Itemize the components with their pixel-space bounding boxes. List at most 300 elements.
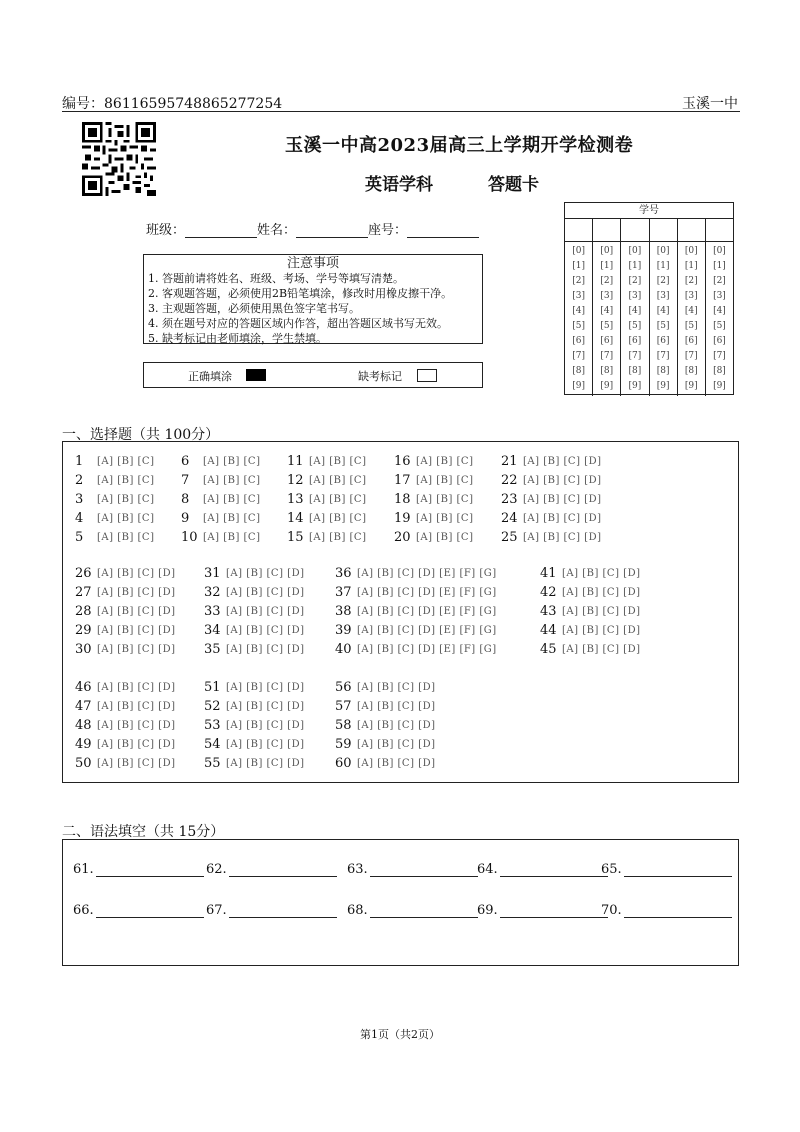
question-8	[181, 490, 261, 508]
fill-blank-item	[601, 862, 732, 877]
id-digit-bubble[interactable]: [9]	[713, 381, 726, 391]
answer-options[interactable]: [A] [B] [C] [D]	[523, 512, 602, 524]
id-digit-bubble[interactable]: [6]	[628, 336, 642, 346]
answer-options[interactable]: [A] [B] [C] [D]	[523, 531, 602, 543]
id-digit-bubble[interactable]: [1]	[572, 261, 585, 271]
section2-title: 二、语法填空（共 15分）	[62, 824, 225, 840]
student-id-bubble-columns	[565, 242, 733, 396]
question-number: 2	[75, 472, 84, 488]
fill-blank-number: 64.	[477, 862, 498, 877]
id-digit-bubble[interactable]: [4]	[656, 306, 670, 316]
id-digit-bubble[interactable]: [5]	[684, 321, 698, 331]
question-41	[540, 564, 641, 582]
question-number: 3	[75, 491, 84, 507]
id-digit-bubble[interactable]: [8]	[628, 366, 642, 376]
answer-options[interactable]: [A] [B] [C]	[97, 455, 155, 467]
grammar-fill-area	[62, 839, 739, 966]
question-number: 9	[181, 510, 190, 526]
question-18	[394, 490, 474, 508]
notice-item: 5. 缺考标记由老师填涂，学生禁填。	[148, 332, 327, 345]
question-number: 8	[181, 491, 190, 507]
question-number: 50	[75, 755, 92, 771]
answer-options[interactable]: [A] [B] [C] [D]	[523, 455, 602, 467]
id-digit-bubble[interactable]: [3]	[684, 291, 698, 301]
question-19	[394, 509, 474, 527]
answer-options[interactable]: [A] [B] [C] [D]	[97, 624, 176, 636]
id-digit-bubble[interactable]: [9]	[684, 381, 698, 391]
question-number: 28	[75, 603, 92, 619]
question-number: 20	[394, 529, 411, 545]
notice-item: 3. 主观题答题，必须使用黑色签字笔书写。	[148, 302, 360, 315]
question-number: 24	[501, 510, 518, 526]
id-digit-bubble[interactable]: [2]	[600, 276, 614, 286]
id-digit-bubble[interactable]: [8]	[684, 366, 698, 376]
answer-options[interactable]: [A] [B] [C] [D]	[226, 757, 305, 769]
question-3	[75, 490, 155, 508]
id-digit-bubble[interactable]: [8]	[600, 366, 614, 376]
id-digit-cell[interactable]	[593, 219, 621, 241]
question-number: 40	[335, 641, 352, 657]
answer-options[interactable]: [A] [B] [C] [D]	[226, 719, 305, 731]
fill-blank-item	[601, 903, 732, 918]
id-digit-cell[interactable]	[650, 219, 678, 241]
class-field[interactable]	[185, 223, 257, 238]
id-digit-bubble[interactable]: [9]	[600, 381, 614, 391]
answer-options[interactable]: [A] [B] [C]	[203, 493, 261, 505]
question-44	[540, 621, 641, 639]
question-number: 4	[75, 510, 84, 526]
answer-options[interactable]: [A] [B] [C]	[203, 531, 261, 543]
question-number: 41	[540, 565, 557, 581]
question-number: 10	[181, 529, 198, 545]
fill-blank-item	[347, 903, 478, 918]
answer-options[interactable]: [A] [B] [C] [D] [E] [F] [G]	[357, 605, 497, 617]
fill-blank-item	[206, 903, 337, 918]
answer-options[interactable]: [A] [B] [C] [D]	[226, 586, 305, 598]
page-footer: 第1页（共2页）	[360, 1028, 440, 1041]
id-digit-bubble[interactable]: [5]	[600, 321, 614, 331]
id-digit-bubble[interactable]: [0]	[572, 246, 585, 256]
question-53	[204, 716, 305, 734]
question-9	[181, 509, 261, 527]
question-28	[75, 602, 176, 620]
id-digit-bubble[interactable]: [1]	[600, 261, 614, 271]
notice-item: 2. 客观题答题，必须使用2B铅笔填涂，修改时用橡皮擦干净。	[148, 287, 453, 300]
answer-options[interactable]: [A] [B] [C]	[203, 455, 261, 467]
question-56	[335, 678, 436, 696]
student-id-title: 学号	[565, 203, 733, 219]
question-23	[501, 490, 602, 508]
question-number: 14	[287, 510, 304, 526]
question-46	[75, 678, 176, 696]
fill-blank-item	[73, 903, 204, 918]
id-digit-bubble[interactable]: [6]	[713, 336, 726, 346]
answer-options[interactable]: [A] [B] [C]	[97, 474, 155, 486]
fill-blank-line[interactable]	[229, 862, 337, 877]
fill-blank-number: 66.	[73, 903, 94, 918]
question-26	[75, 564, 176, 582]
question-51	[204, 678, 305, 696]
header-divider	[62, 111, 740, 112]
answer-options[interactable]: [A] [B] [C] [D]	[226, 700, 305, 712]
id-digit-bubble[interactable]: [7]	[572, 351, 585, 361]
id-digit-bubble[interactable]: [6]	[600, 336, 614, 346]
serial-number: 编号：8611659574886527725​4	[62, 96, 283, 112]
question-17	[394, 471, 474, 489]
student-info-row	[146, 219, 479, 238]
id-digit-bubble[interactable]: [0]	[684, 246, 698, 256]
id-bubble-column	[565, 242, 593, 396]
absent-mark-label: 缺考标记	[358, 370, 402, 383]
question-10	[181, 528, 261, 546]
question-12	[287, 471, 367, 489]
subject-label: 英语学科	[365, 175, 433, 195]
id-digit-bubble[interactable]: [2]	[713, 276, 726, 286]
question-number: 15	[287, 529, 304, 545]
id-digit-bubble[interactable]: [3]	[656, 291, 670, 301]
name-field[interactable]	[296, 223, 368, 238]
question-27	[75, 583, 176, 601]
question-number: 55	[204, 755, 221, 771]
question-29	[75, 621, 176, 639]
id-bubble-column	[650, 242, 678, 396]
question-5	[75, 528, 155, 546]
answer-options[interactable]: [A] [B] [C]	[416, 474, 474, 486]
answer-options[interactable]: [A] [B] [C] [D]	[226, 681, 305, 693]
seat-label: 座号：	[368, 223, 408, 238]
question-42	[540, 583, 641, 601]
question-38	[335, 602, 497, 620]
question-number: 30	[75, 641, 92, 657]
question-30	[75, 640, 176, 658]
id-digit-bubble[interactable]: [6]	[684, 336, 698, 346]
question-50	[75, 754, 176, 772]
question-number: 13	[287, 491, 304, 507]
id-bubble-column	[678, 242, 706, 396]
question-35	[204, 640, 305, 658]
question-number: 22	[501, 472, 518, 488]
answer-options[interactable]: [A] [B] [C] [D]	[357, 700, 436, 712]
question-25	[501, 528, 602, 546]
answer-options[interactable]: [A] [B] [C]	[309, 455, 367, 467]
id-digit-bubble[interactable]: [8]	[572, 366, 585, 376]
answer-options[interactable]: [A] [B] [C]	[309, 512, 367, 524]
question-number: 23	[501, 491, 518, 507]
question-number: 6	[181, 453, 190, 469]
id-digit-bubble[interactable]: [9]	[628, 381, 642, 391]
answer-options[interactable]: [A] [B] [C] [D]	[357, 757, 436, 769]
seat-field[interactable]	[407, 223, 479, 238]
fill-blank-line[interactable]	[370, 862, 478, 877]
fill-blank-line[interactable]	[500, 862, 608, 877]
id-digit-bubble[interactable]: [1]	[628, 261, 642, 271]
answer-options[interactable]: [A] [B] [C] [D]	[562, 643, 641, 655]
id-digit-bubble[interactable]: [7]	[628, 351, 642, 361]
answer-options[interactable]: [A] [B] [C] [D]	[97, 719, 176, 731]
id-digit-bubble[interactable]: [5]	[628, 321, 642, 331]
fill-blank-number: 61.	[73, 862, 94, 877]
id-digit-bubble[interactable]: [4]	[713, 306, 726, 316]
answer-options[interactable]: [A] [B] [C] [D] [E] [F] [G]	[357, 567, 497, 579]
question-number: 57	[335, 698, 352, 714]
answer-options[interactable]: [A] [B] [C] [D]	[562, 567, 641, 579]
question-number: 54	[204, 736, 221, 752]
answer-options[interactable]: [A] [B] [C]	[309, 531, 367, 543]
fill-blank-number: 65.	[601, 862, 622, 877]
question-number: 25	[501, 529, 518, 545]
answer-options[interactable]: [A] [B] [C] [D]	[97, 586, 176, 598]
card-label: 答题卡	[488, 175, 539, 195]
answer-options[interactable]: [A] [B] [C]	[97, 512, 155, 524]
id-digit-bubble[interactable]: [1]	[713, 261, 726, 271]
answer-options[interactable]: [A] [B] [C] [D]	[523, 474, 602, 486]
name-label: 姓名：	[257, 223, 297, 238]
id-digit-bubble[interactable]: [1]	[684, 261, 698, 271]
answer-options[interactable]: [A] [B] [C] [D]	[226, 643, 305, 655]
answer-options[interactable]: [A] [B] [C] [D]	[226, 738, 305, 750]
qr-code-icon	[82, 122, 156, 196]
question-22	[501, 471, 602, 489]
fill-legend	[143, 362, 483, 388]
id-digit-bubble[interactable]: [5]	[713, 321, 726, 331]
answer-options[interactable]: [A] [B] [C] [D]	[357, 738, 436, 750]
answer-options[interactable]: [A] [B] [C]	[97, 531, 155, 543]
id-digit-cell[interactable]	[621, 219, 649, 241]
question-40	[335, 640, 497, 658]
id-bubble-column	[621, 242, 649, 396]
answer-options[interactable]: [A] [B] [C] [D]	[97, 738, 176, 750]
answer-options[interactable]: [A] [B] [C] [D]	[97, 700, 176, 712]
answer-options[interactable]: [A] [B] [C]	[416, 531, 474, 543]
answer-options[interactable]: [A] [B] [C] [D]	[97, 757, 176, 769]
question-48	[75, 716, 176, 734]
question-number: 44	[540, 622, 557, 638]
question-24	[501, 509, 602, 527]
id-digit-bubble[interactable]: [1]	[656, 261, 670, 271]
question-number: 21	[501, 453, 518, 469]
id-digit-bubble[interactable]: [7]	[684, 351, 698, 361]
fill-blank-item	[347, 862, 478, 877]
fill-blank-line[interactable]	[96, 903, 204, 918]
id-digit-bubble[interactable]: [5]	[656, 321, 670, 331]
student-id-write-row	[565, 219, 733, 242]
id-digit-bubble[interactable]: [0]	[656, 246, 670, 256]
question-4	[75, 509, 155, 527]
answer-options[interactable]: [A] [B] [C] [D]	[562, 605, 641, 617]
question-number: 12	[287, 472, 304, 488]
question-7	[181, 471, 261, 489]
fill-blank-line[interactable]	[500, 903, 608, 918]
answer-options[interactable]: [A] [B] [C] [D]	[226, 567, 305, 579]
class-label: 班级：	[146, 223, 186, 238]
answer-options[interactable]: [A] [B] [C] [D] [E] [F] [G]	[357, 624, 497, 636]
question-14	[287, 509, 367, 527]
id-digit-bubble[interactable]: [8]	[656, 366, 670, 376]
question-number: 17	[394, 472, 411, 488]
fill-blank-number: 62.	[206, 862, 227, 877]
answer-options[interactable]: [A] [B] [C] [D] [E] [F] [G]	[357, 586, 497, 598]
id-digit-bubble[interactable]: [3]	[572, 291, 585, 301]
question-57	[335, 697, 436, 715]
id-digit-cell[interactable]	[706, 219, 733, 241]
question-number: 29	[75, 622, 92, 638]
question-number: 39	[335, 622, 352, 638]
question-11	[287, 452, 367, 470]
notice-item: 1. 答题前请将姓名、班级、考场、学号等填写清楚。	[148, 272, 404, 285]
answer-options[interactable]: [A] [B] [C]	[309, 493, 367, 505]
question-number: 36	[335, 565, 352, 581]
answer-options[interactable]: [A] [B] [C] [D]	[562, 624, 641, 636]
absent-mark-box[interactable]	[417, 369, 437, 382]
question-number: 52	[204, 698, 221, 714]
question-number: 59	[335, 736, 352, 752]
id-digit-bubble[interactable]: [9]	[572, 381, 585, 391]
id-digit-bubble[interactable]: [2]	[656, 276, 670, 286]
question-number: 7	[181, 472, 190, 488]
answer-options[interactable]: [A] [B] [C]	[203, 512, 261, 524]
question-number: 27	[75, 584, 92, 600]
answer-options[interactable]: [A] [B] [C]	[203, 474, 261, 486]
id-digit-bubble[interactable]: [0]	[713, 246, 726, 256]
question-32	[204, 583, 305, 601]
fill-blank-line[interactable]	[229, 903, 337, 918]
id-digit-bubble[interactable]: [0]	[628, 246, 642, 256]
id-digit-bubble[interactable]: [2]	[684, 276, 698, 286]
id-digit-cell[interactable]	[678, 219, 706, 241]
answer-options[interactable]: [A] [B] [C] [D]	[226, 624, 305, 636]
fill-blank-number: 68.	[347, 903, 368, 918]
fill-blank-line[interactable]	[624, 903, 732, 918]
question-36	[335, 564, 497, 582]
id-digit-bubble[interactable]: [6]	[656, 336, 670, 346]
question-number: 34	[204, 622, 221, 638]
question-number: 47	[75, 698, 92, 714]
question-47	[75, 697, 176, 715]
question-number: 26	[75, 565, 92, 581]
question-number: 35	[204, 641, 221, 657]
question-20	[394, 528, 474, 546]
answer-options[interactable]: [A] [B] [C] [D]	[97, 643, 176, 655]
answer-options[interactable]: [A] [B] [C] [D]	[523, 493, 602, 505]
id-digit-bubble[interactable]: [7]	[656, 351, 670, 361]
fill-blank-number: 69.	[477, 903, 498, 918]
id-digit-bubble[interactable]: [0]	[600, 246, 614, 256]
question-number: 48	[75, 717, 92, 733]
id-digit-bubble[interactable]: [3]	[600, 291, 614, 301]
fill-blank-item	[73, 862, 204, 877]
question-number: 56	[335, 679, 352, 695]
question-37	[335, 583, 497, 601]
id-digit-bubble[interactable]: [8]	[713, 366, 726, 376]
id-bubble-column	[593, 242, 621, 396]
id-digit-bubble[interactable]: [9]	[656, 381, 670, 391]
question-49	[75, 735, 176, 753]
answer-options[interactable]: [A] [B] [C]	[416, 512, 474, 524]
question-54	[204, 735, 305, 753]
question-55	[204, 754, 305, 772]
question-number: 33	[204, 603, 221, 619]
question-number: 43	[540, 603, 557, 619]
question-21	[501, 452, 602, 470]
question-43	[540, 602, 641, 620]
answer-options[interactable]: [A] [B] [C]	[97, 493, 155, 505]
question-15	[287, 528, 367, 546]
id-digit-bubble[interactable]: [6]	[572, 336, 585, 346]
question-number: 51	[204, 679, 221, 695]
answer-options[interactable]: [A] [B] [C] [D]	[562, 586, 641, 598]
question-number: 60	[335, 755, 352, 771]
question-number: 1	[75, 453, 84, 469]
answer-options[interactable]: [A] [B] [C] [D]	[357, 681, 436, 693]
answer-options[interactable]: [A] [B] [C] [D]	[97, 567, 176, 579]
answer-options[interactable]: [A] [B] [C] [D]	[97, 681, 176, 693]
question-39	[335, 621, 497, 639]
answer-options[interactable]: [A] [B] [C]	[416, 493, 474, 505]
question-number: 45	[540, 641, 557, 657]
question-number: 37	[335, 584, 352, 600]
answer-options[interactable]: [A] [B] [C] [D]	[97, 605, 176, 617]
fill-blank-line[interactable]	[370, 903, 478, 918]
choice-answer-area	[62, 441, 739, 783]
id-bubble-column	[706, 242, 733, 396]
question-16	[394, 452, 474, 470]
question-58	[335, 716, 436, 734]
id-digit-bubble[interactable]: [4]	[600, 306, 614, 316]
fill-blank-item	[206, 862, 337, 877]
fill-blank-line[interactable]	[96, 862, 204, 877]
answer-options[interactable]: [A] [B] [C]	[416, 455, 474, 467]
exam-title: 玉溪一中高2023届高三上学期开学检测卷	[285, 135, 634, 156]
question-number: 11	[287, 453, 304, 469]
question-number: 5	[75, 529, 84, 545]
section1-title: 一、选择题（共 100分）	[62, 427, 220, 443]
id-digit-bubble[interactable]: [2]	[628, 276, 642, 286]
id-digit-bubble[interactable]: [5]	[572, 321, 585, 331]
id-digit-bubble[interactable]: [4]	[572, 306, 585, 316]
question-number: 38	[335, 603, 352, 619]
question-34	[204, 621, 305, 639]
question-60	[335, 754, 436, 772]
answer-options[interactable]: [A] [B] [C]	[309, 474, 367, 486]
fill-blank-item	[477, 862, 608, 877]
id-digit-bubble[interactable]: [2]	[572, 276, 585, 286]
notice-item: 4. 须在题号对应的答题区域内作答，超出答题区域书写无效。	[148, 317, 448, 330]
id-digit-bubble[interactable]: [4]	[628, 306, 642, 316]
school-name: 玉溪一中	[682, 96, 738, 112]
question-number: 32	[204, 584, 221, 600]
question-6	[181, 452, 261, 470]
answer-options[interactable]: [A] [B] [C] [D]	[357, 719, 436, 731]
question-number: 42	[540, 584, 557, 600]
id-digit-bubble[interactable]: [4]	[684, 306, 698, 316]
notice-box	[143, 254, 483, 344]
answer-options[interactable]: [A] [B] [C] [D]	[226, 605, 305, 617]
id-digit-bubble[interactable]: [7]	[713, 351, 726, 361]
id-digit-cell[interactable]	[565, 219, 593, 241]
question-number: 49	[75, 736, 92, 752]
fill-blank-item	[477, 903, 608, 918]
fill-blank-number: 67.	[206, 903, 227, 918]
question-1	[75, 452, 155, 470]
correct-fill-mark	[246, 369, 266, 381]
fill-blank-number: 63.	[347, 862, 368, 877]
id-digit-bubble[interactable]: [7]	[600, 351, 614, 361]
id-digit-bubble[interactable]: [3]	[628, 291, 642, 301]
answer-options[interactable]: [A] [B] [C] [D] [E] [F] [G]	[357, 643, 497, 655]
question-number: 53	[204, 717, 221, 733]
fill-blank-line[interactable]	[624, 862, 732, 877]
id-digit-bubble[interactable]: [3]	[713, 291, 726, 301]
